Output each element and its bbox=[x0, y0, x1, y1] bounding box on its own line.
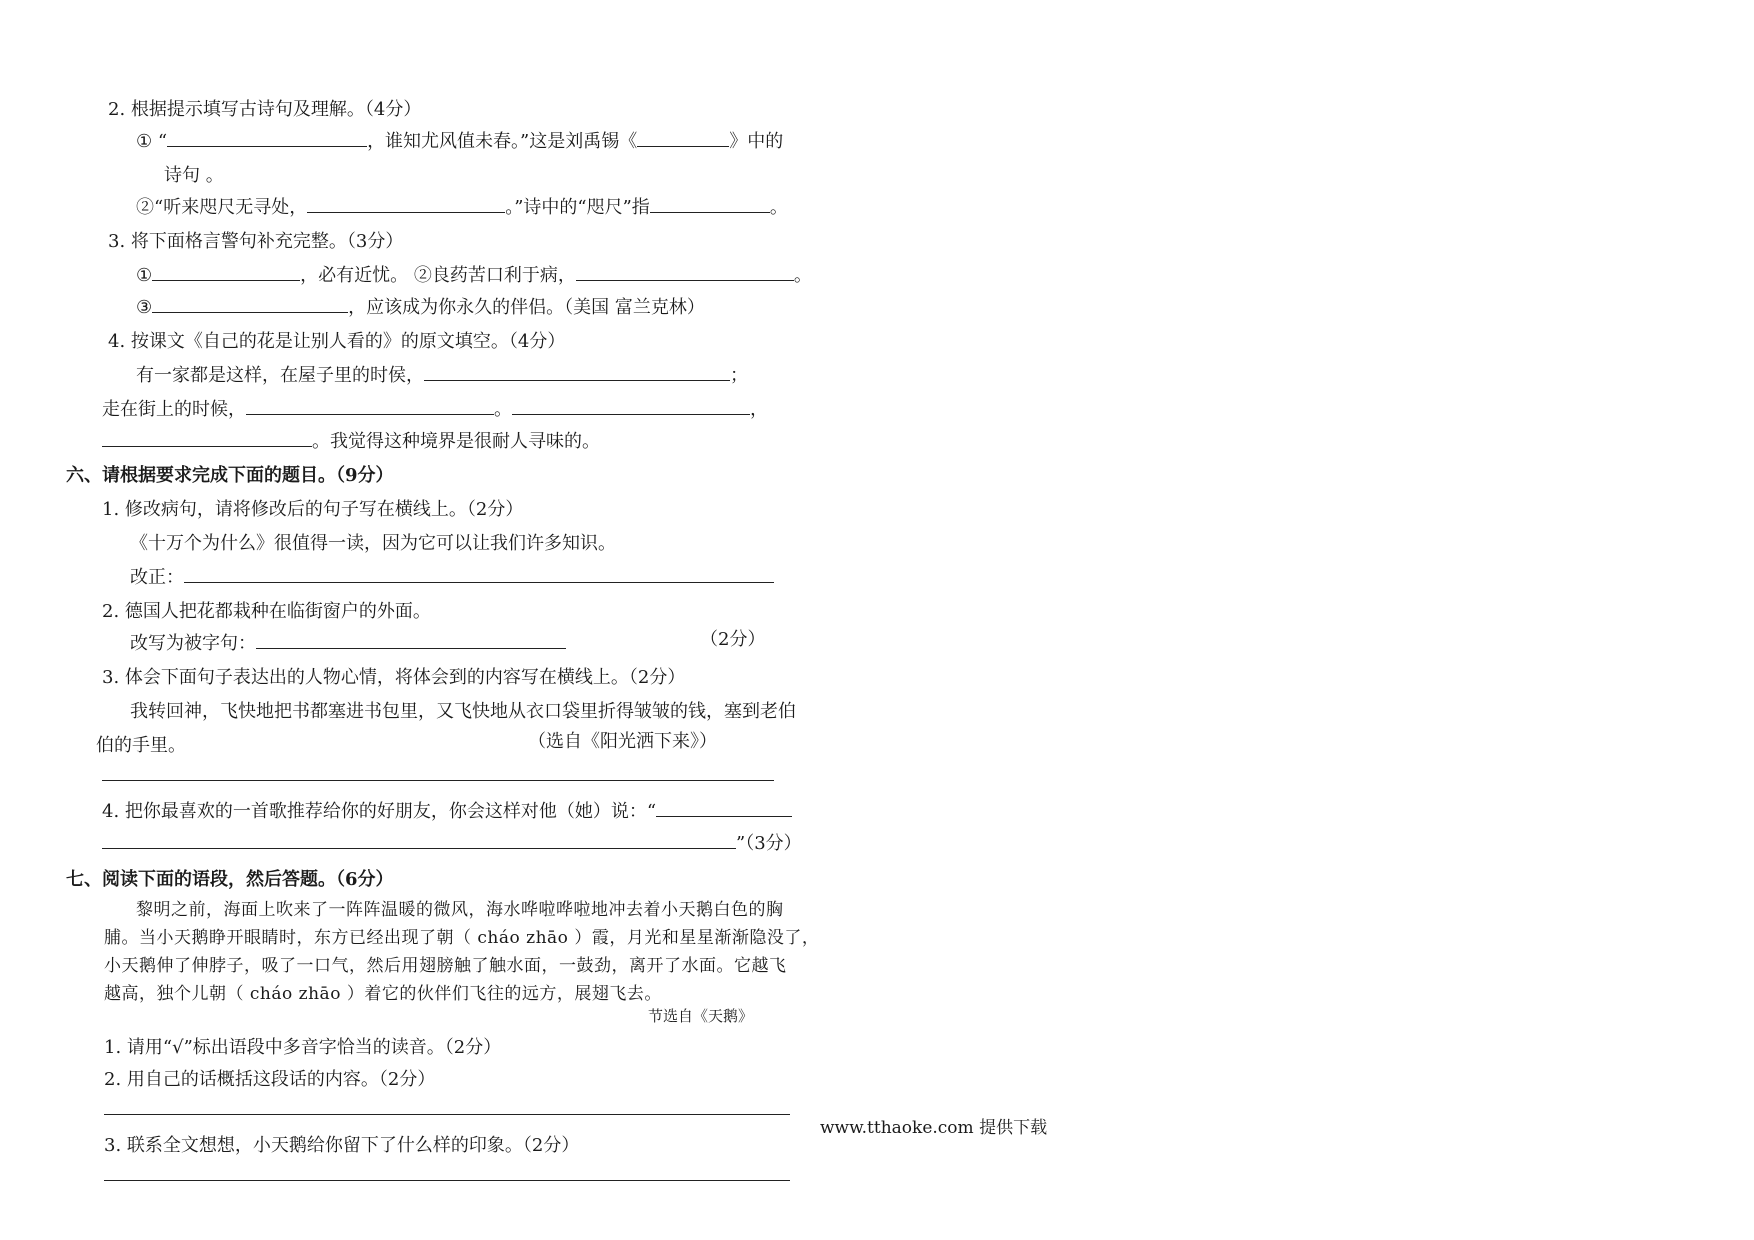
q7-item1: 1. 请用“√”标出语段中多音字恰当的读音。（2分） bbox=[104, 1037, 502, 1058]
q5-item4-line2 bbox=[102, 398, 768, 422]
q5-item4-line2-b: 。 bbox=[494, 399, 512, 420]
q5-item4-line1-a: 有一家都是这样，在屋子里的时侯， bbox=[136, 365, 424, 386]
answer-blank[interactable] bbox=[656, 816, 792, 817]
q6-item1-answer bbox=[130, 566, 774, 590]
answer-line[interactable] bbox=[256, 648, 566, 649]
q5-item4-title: 4. 按课文《自己的花是让别人看的》的原文填空。（4分） bbox=[108, 331, 566, 352]
answer-blank[interactable] bbox=[152, 312, 348, 313]
q7-item2: 2. 用自己的话概括这段话的内容。（2分） bbox=[104, 1069, 436, 1090]
q5-item2-line1-b: ，谁知尤风值未春。”这是刘禹锡《 bbox=[367, 131, 638, 152]
q5-item3-line2-b: ，应该成为你永久的伴侣。（美国 富兰克林） bbox=[348, 297, 705, 318]
q5-item4-line2-c: ， bbox=[750, 399, 768, 420]
q5-item3-line1-c: 。 bbox=[793, 265, 812, 286]
q6-item3-line1: 我转回神，飞快地把书都塞进书包里，又飞快地从衣口袋里折得皱皱的钱，塞到老伯 bbox=[130, 701, 796, 722]
q6-item4-line2-text: ”（3分） bbox=[736, 833, 802, 854]
q5-item2-line2 bbox=[136, 196, 788, 220]
answer-line[interactable] bbox=[102, 848, 736, 849]
answer-blank[interactable] bbox=[424, 380, 730, 381]
q5-item3-line2-a: ③ bbox=[136, 297, 153, 318]
q5-item4-line2-a: 走在街上的时候， bbox=[102, 399, 246, 420]
answer-blank[interactable] bbox=[167, 146, 367, 147]
q6-item4-line2 bbox=[102, 832, 802, 856]
passage-source: 节选自《天鹅》 bbox=[648, 1007, 754, 1025]
answer-blank[interactable] bbox=[152, 280, 300, 281]
q6-item2-score: （2分） bbox=[700, 629, 766, 650]
q5-item2-line1-cont: 诗句 。 bbox=[164, 165, 224, 186]
q5-item2-line1-a: ① “ bbox=[136, 131, 168, 152]
q6-item3-source: （选自《阳光洒下来》） bbox=[528, 731, 717, 752]
download-watermark: www.tthaoke.com 提供下载 bbox=[820, 1118, 1048, 1138]
answer-line[interactable] bbox=[184, 582, 774, 583]
answer-blank[interactable] bbox=[637, 146, 729, 147]
answer-blank[interactable] bbox=[307, 212, 505, 213]
passage-line-3: 小天鹅伸了伸脖子，吸了一口气，然后用翅膀触了触水面，一鼓劲，离开了水面。它越飞 bbox=[104, 956, 787, 976]
q6-item4-line1 bbox=[102, 800, 792, 824]
q6-item2-answer bbox=[130, 632, 566, 656]
passage-line-2: 脯。当小天鹅睁开眼睛时，东方已经出现了朝（ cháo zhāo ）霞，月光和星星渐渐隐没了， bbox=[104, 928, 820, 948]
q6-item2-answer-label: 改写为被字句： bbox=[130, 633, 256, 654]
section-7-title: 七、阅读下面的语段，然后答题。（6分） bbox=[66, 869, 394, 890]
q6-item3-line2: 伯的手里。 bbox=[96, 735, 186, 756]
q5-item4-line3-text: 。我觉得这种境界是很耐人寻味的。 bbox=[312, 431, 600, 452]
q7-item3: 3. 联系全文想想，小天鹅给你留下了什么样的印象。（2分） bbox=[104, 1135, 580, 1156]
q5-item3-line1-b: ，必有近忧。 ②良药苦口利于病， bbox=[300, 265, 576, 286]
q6-item4-line1-text: 4. 把你最喜欢的一首歌推荐给你的好朋友，你会这样对他（她）说：“ bbox=[102, 801, 657, 822]
q5-item4-line1-b: ； bbox=[730, 365, 748, 386]
q5-item3-line1-a: ① bbox=[136, 265, 153, 286]
q5-item3-line1 bbox=[136, 264, 812, 288]
answer-line[interactable] bbox=[102, 780, 774, 781]
q6-item2-title: 2. 德国人把花都栽种在临街窗户的外面。 bbox=[102, 601, 431, 622]
answer-blank[interactable] bbox=[650, 212, 770, 213]
q5-item4-line1 bbox=[136, 364, 748, 388]
q5-item3-title: 3. 将下面格言警句补充完整。（3分） bbox=[108, 231, 404, 252]
section-6-title: 六、请根据要求完成下面的题目。（9分） bbox=[66, 465, 394, 486]
q5-item2-line1 bbox=[136, 130, 783, 154]
answer-blank[interactable] bbox=[246, 414, 494, 415]
q5-item2-title: 2. 根据提示填写古诗句及理解。（4分） bbox=[108, 99, 422, 120]
passage-line-4: 越高，独个儿朝（ cháo zhāo ）着它的伙伴们飞往的远方，展翅飞去。 bbox=[104, 984, 662, 1004]
answer-blank[interactable] bbox=[102, 446, 312, 447]
answer-blank[interactable] bbox=[576, 280, 794, 281]
q5-item2-line2-a: ②“听来咫尺无寻处， bbox=[136, 197, 308, 218]
q6-item1-answer-label: 改正： bbox=[130, 567, 184, 588]
q5-item2-line2-c: 。 bbox=[769, 197, 788, 218]
q5-item2-line2-b: 。”诗中的“咫尺”指 bbox=[505, 197, 650, 218]
q6-item1-sentence: 《十万个为什么》很值得一读，因为它可以让我们许多知识。 bbox=[130, 533, 616, 554]
answer-line[interactable] bbox=[104, 1114, 790, 1115]
q5-item2-line1-c: 》中的 bbox=[729, 131, 784, 152]
q6-item1-title: 1. 修改病句，请将修改后的句子写在横线上。（2分） bbox=[102, 499, 524, 520]
answer-line[interactable] bbox=[104, 1180, 790, 1181]
q6-item3-title: 3. 体会下面句子表达出的人物心情，将体会到的内容写在横线上。（2分） bbox=[102, 667, 686, 688]
answer-blank[interactable] bbox=[512, 414, 750, 415]
q5-item3-line2 bbox=[136, 296, 705, 320]
q5-item4-line3 bbox=[102, 430, 600, 454]
passage-line-1: 黎明之前，海面上吹来了一阵阵温暖的微风，海水哗啦哗啦地冲去着小天鹅白色的胸 bbox=[136, 900, 784, 920]
